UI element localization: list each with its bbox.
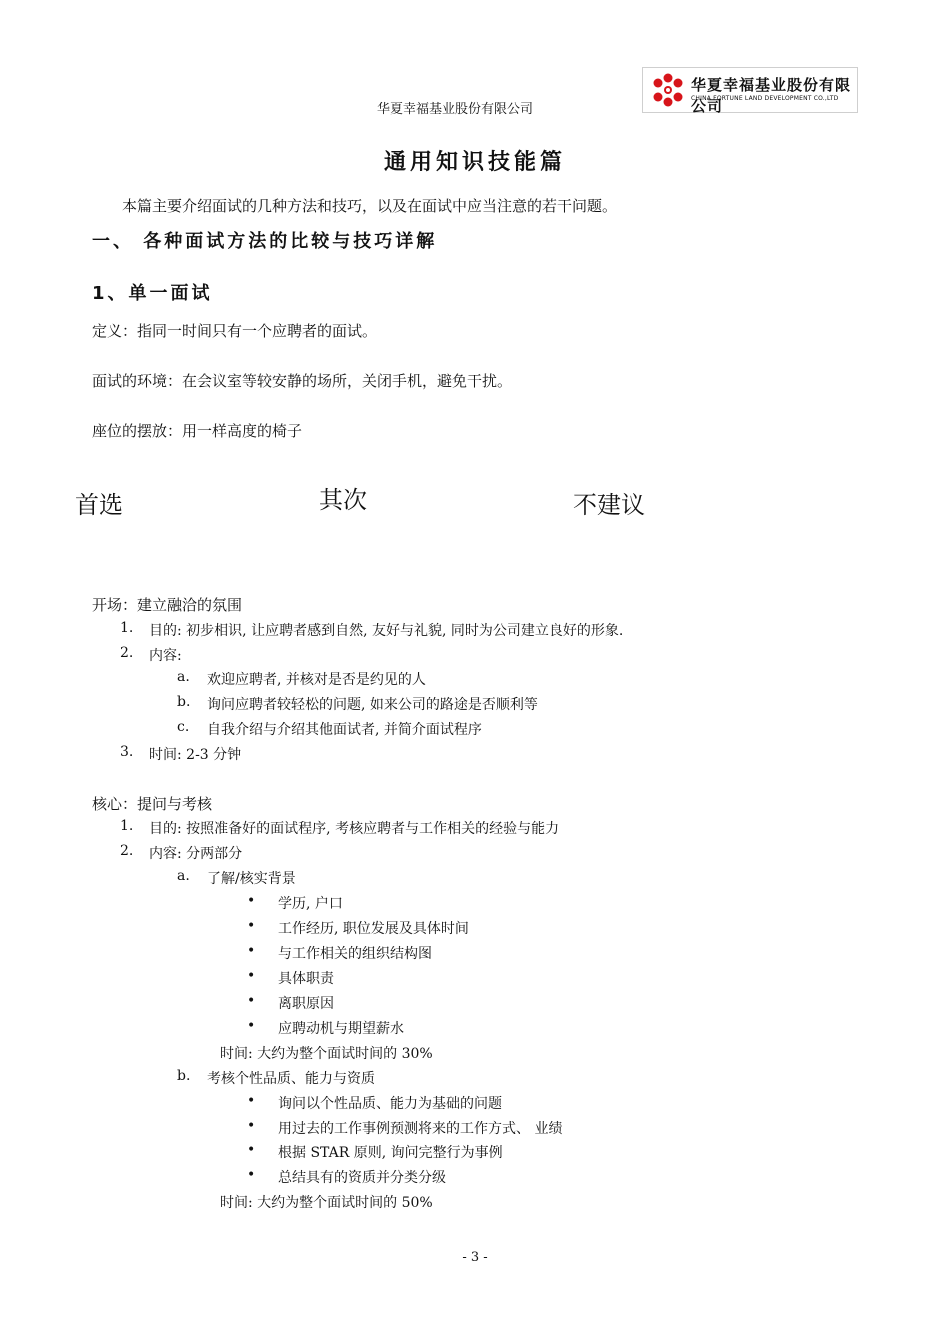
list-item: 具体职责: [278, 971, 334, 987]
list-item: 应聘动机与期望薪水: [278, 1021, 404, 1037]
subsection-heading: 1、单一面试: [92, 283, 213, 304]
list-letter: a.: [177, 669, 190, 685]
bullet-icon: •: [247, 993, 256, 1009]
list-item: 询问以个性品质、能力为基础的问题: [278, 1096, 502, 1112]
list-letter: b.: [177, 1068, 191, 1084]
list-number: 1.: [120, 818, 134, 834]
environment-text: 面试的环境：在会议室等较安静的场所，关闭手机，避免干扰。: [92, 372, 513, 390]
list-item: 离职原因: [278, 996, 334, 1012]
logo-text-en: CHINA FORTUNE LAND DEVELOPMENT CO.,LTD: [691, 95, 839, 102]
bullet-icon: •: [247, 1093, 256, 1109]
list-item: 与工作相关的组织结构图: [278, 946, 432, 962]
list-item: 了解/核实背景: [207, 871, 296, 887]
bullet-icon: •: [247, 1018, 256, 1034]
logo-text-cn: 华夏幸福基业股份有限公司: [691, 76, 852, 115]
list-letter: c.: [177, 719, 190, 735]
list-number: 1.: [120, 620, 134, 636]
list-number: 3.: [120, 744, 134, 760]
list-item: 时间: 2-3 分钟: [149, 747, 242, 763]
list-number: 2.: [120, 843, 134, 859]
seat-option-preferred: 首选: [75, 491, 123, 519]
list-item: 目的: 按照准备好的面试程序, 考核应聘者与工作相关的经验与能力: [149, 821, 560, 837]
opening-heading: 开场：建立融洽的氛围: [92, 596, 243, 614]
definition-text: 定义：指同一时间只有一个应聘者的面试。: [92, 322, 378, 340]
list-item: 目的: 初步相识, 让应聘者感到自然, 友好与礼貌, 同时为公司建立良好的形象.: [149, 623, 624, 639]
core-heading: 核心：提问与考核: [92, 795, 213, 813]
page-number: - 3 -: [462, 1250, 488, 1265]
section-heading: 一、 各种面试方法的比较与技巧详解: [92, 231, 438, 252]
list-letter: b.: [177, 694, 191, 710]
intro-paragraph: 本篇主要介绍面试的几种方法和技巧，以及在面试中应当注意的若干问题。: [122, 197, 618, 215]
seat-option-secondary: 其次: [319, 486, 367, 514]
list-number: 2.: [120, 645, 134, 661]
time-note: 时间: 大约为整个面试时间的 50%: [220, 1195, 433, 1211]
list-item: 内容: 分两部分: [149, 846, 243, 862]
bullet-icon: •: [247, 1142, 256, 1158]
bullet-icon: •: [247, 968, 256, 984]
time-note: 时间: 大约为整个面试时间的 30%: [220, 1046, 433, 1062]
list-item: 学历, 户口: [278, 896, 343, 912]
seating-text: 座位的摆放：用一样高度的椅子: [92, 422, 303, 440]
bullet-icon: •: [247, 1167, 256, 1183]
list-item: 欢迎应聘者, 并核对是否是约见的人: [207, 672, 426, 688]
list-item: 工作经历, 职位发展及具体时间: [278, 921, 469, 937]
bullet-icon: •: [247, 893, 256, 909]
bullet-icon: •: [247, 943, 256, 959]
list-item: 内容:: [149, 648, 182, 664]
list-item: 用过去的工作事例预测将来的工作方式、 业绩: [278, 1121, 563, 1137]
bullet-icon: •: [247, 1118, 256, 1134]
list-letter: a.: [177, 868, 190, 884]
header-company: 华夏幸福基业股份有限公司: [376, 102, 533, 117]
list-item: 根据 STAR 原则, 询问完整行为事例: [278, 1145, 503, 1161]
page-title: 通用知识技能篇: [383, 150, 566, 175]
seat-option-not-recommended: 不建议: [573, 491, 645, 519]
list-item: 询问应聘者较轻松的问题, 如来公司的路途是否顺利等: [207, 697, 538, 713]
bullet-icon: •: [247, 918, 256, 934]
list-item: 自我介绍与介绍其他面试者, 并简介面试程序: [207, 722, 482, 738]
list-item: 考核个性品质、能力与资质: [207, 1071, 375, 1087]
list-item: 总结具有的资质并分类分级: [278, 1170, 446, 1186]
